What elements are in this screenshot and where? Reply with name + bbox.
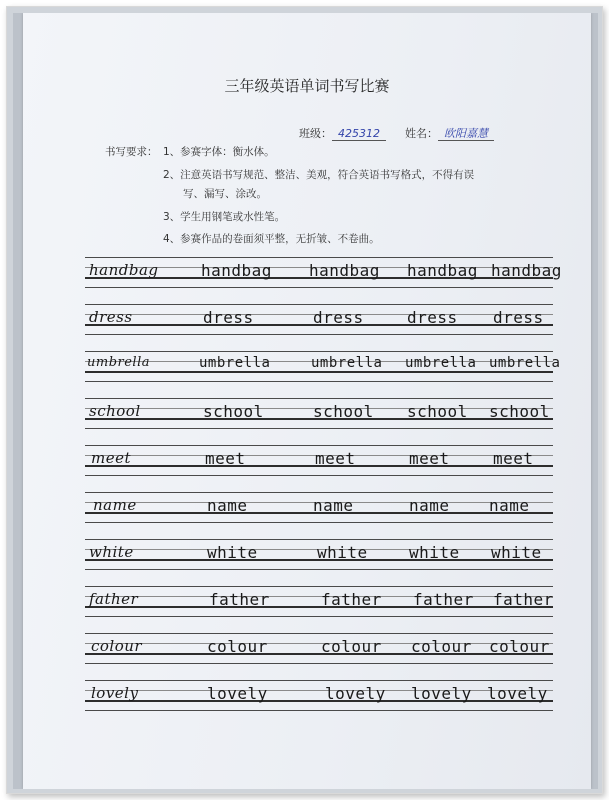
worksheet-paper xyxy=(23,13,591,789)
copy-word: father xyxy=(321,590,382,609)
copy-word: name xyxy=(207,496,248,515)
copy-word: colour xyxy=(411,637,472,656)
copy-word: lovely xyxy=(207,684,268,703)
model-word: name xyxy=(93,496,137,514)
word-row-handbag xyxy=(85,249,562,289)
requirement-text: 2、注意英语书写规范、整洁、美观，符合英语书写格式，不得有误 xyxy=(163,169,475,181)
requirement-text: 写、漏写、涂改。 xyxy=(183,188,267,200)
copy-word: white xyxy=(409,543,460,562)
copy-word: meet xyxy=(493,449,534,468)
requirement-2-cont xyxy=(105,187,267,201)
model-word: father xyxy=(89,590,139,608)
word-row-name xyxy=(85,484,553,524)
copy-word: father xyxy=(209,590,270,609)
class-field xyxy=(299,125,386,141)
copy-word: name xyxy=(409,496,450,515)
handwriting-grid xyxy=(85,249,562,721)
word-row-school xyxy=(85,390,553,430)
copy-word: school xyxy=(203,402,264,421)
word-row-colour xyxy=(85,625,553,665)
requirements-label: 书写要求： xyxy=(105,146,158,158)
copy-word: handbag xyxy=(407,261,478,280)
copy-word: colour xyxy=(489,637,550,656)
copy-word: dress xyxy=(203,308,254,327)
requirement-text: 4、参赛作品的卷面须平整，无折皱、不卷曲。 xyxy=(163,233,380,245)
word-row-umbrella xyxy=(85,343,561,383)
copy-word: handbag xyxy=(201,261,272,280)
copy-word: school xyxy=(407,402,468,421)
copy-word: school xyxy=(489,402,550,421)
word-row-dress xyxy=(85,296,553,336)
copy-word: white xyxy=(317,543,368,562)
copy-word: meet xyxy=(315,449,356,468)
copy-word: umbrella xyxy=(199,355,271,371)
requirement-4 xyxy=(105,232,380,246)
requirement-3 xyxy=(105,210,285,224)
copy-word: school xyxy=(313,402,374,421)
copy-word: umbrella xyxy=(489,355,561,371)
word-row-lovely xyxy=(85,672,553,712)
requirement-2 xyxy=(105,168,474,182)
copy-word: handbag xyxy=(491,261,562,280)
word-row-white xyxy=(85,531,553,571)
copy-word: handbag xyxy=(309,261,380,280)
copy-word: umbrella xyxy=(405,355,477,371)
model-word: school xyxy=(89,402,141,420)
copy-word: white xyxy=(491,543,542,562)
copy-word: colour xyxy=(321,637,382,656)
requirement-1 xyxy=(105,145,275,159)
copy-word: dress xyxy=(313,308,364,327)
model-word: colour xyxy=(91,637,143,655)
photo-frame xyxy=(6,6,603,794)
copy-word: meet xyxy=(205,449,246,468)
requirement-text: 3、学生用钢笔或水性笔。 xyxy=(163,211,286,223)
copy-word: lovely xyxy=(325,684,386,703)
model-word: white xyxy=(89,543,134,561)
copy-word: dress xyxy=(493,308,544,327)
copy-word: meet xyxy=(409,449,450,468)
copy-word: name xyxy=(489,496,530,515)
word-row-father xyxy=(85,578,553,618)
class-value: 425312 xyxy=(332,127,386,141)
name-field xyxy=(405,125,494,141)
copy-word: father xyxy=(493,590,554,609)
page-title: 三年级英语单词书写比赛 xyxy=(224,77,390,95)
copy-word: umbrella xyxy=(311,355,383,371)
copy-word: lovely xyxy=(487,684,548,703)
word-row-meet xyxy=(85,437,553,477)
photo xyxy=(13,13,598,789)
model-word: dress xyxy=(89,308,133,326)
copy-word: dress xyxy=(407,308,458,327)
class-label: 班级： xyxy=(299,127,332,140)
model-word: meet xyxy=(91,449,132,467)
model-word: handbag xyxy=(89,261,159,279)
copy-word: colour xyxy=(207,637,268,656)
copy-word: father xyxy=(413,590,474,609)
name-value: 欧阳嘉慧 xyxy=(438,127,494,141)
model-word: umbrella xyxy=(87,355,150,370)
name-label: 姓名： xyxy=(405,127,438,140)
model-word: lovely xyxy=(91,684,139,702)
copy-word: name xyxy=(313,496,354,515)
copy-word: lovely xyxy=(411,684,472,703)
copy-word: white xyxy=(207,543,258,562)
requirement-text: 1、参赛字体：衡水体。 xyxy=(163,146,275,158)
